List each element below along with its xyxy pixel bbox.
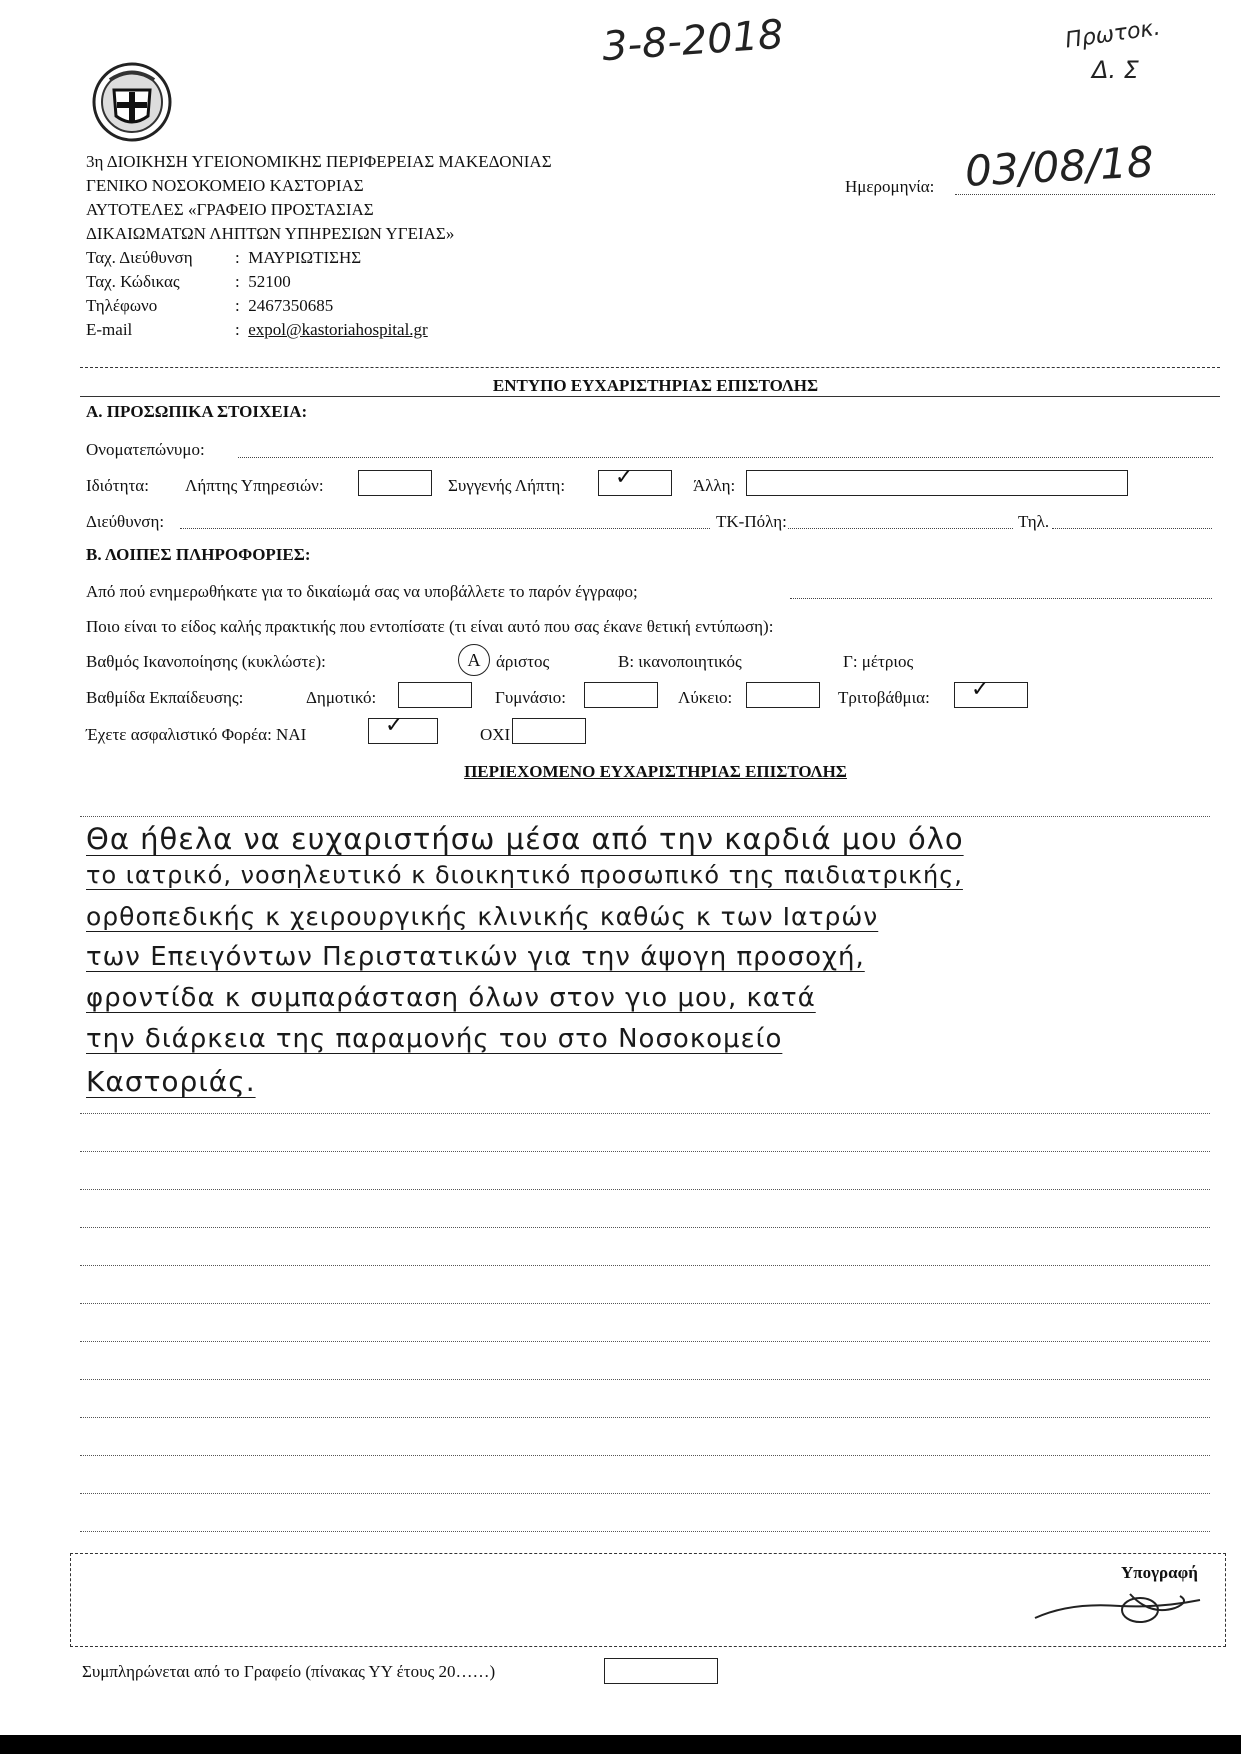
other-capacity-field[interactable]	[746, 470, 1128, 496]
question-informed: Από πού ενημερωθήκατε για το δικαίωμά σας να υποβάλλετε το παρόν έγγραφο;	[86, 582, 638, 601]
edu-tertiary-checkbox[interactable]	[954, 677, 1028, 708]
address-field[interactable]	[180, 528, 710, 529]
edu-gymnasium-checkbox[interactable]	[584, 682, 658, 708]
letter-line-6: την διάρκεια της παραμονής του στο Νοσοκομείο	[86, 1024, 783, 1054]
relative-checkbox[interactable]	[598, 465, 672, 496]
signature-label: Υπογραφή	[1121, 1563, 1198, 1582]
satisfaction-label: Βαθμός Ικανοποίησης (κυκλώστε):	[86, 652, 326, 671]
check-mark-icon: ✓	[615, 465, 634, 490]
email-link[interactable]: expol@kastoriahospital.gr	[248, 320, 428, 339]
ruled-line	[80, 1340, 1210, 1342]
ruled-line	[80, 1188, 1210, 1190]
address-label: Διεύθυνση:	[86, 512, 165, 531]
office-use-field[interactable]	[604, 1658, 718, 1684]
contact-zip-label: Ταχ. Κώδικας	[86, 272, 180, 291]
capacity-option-relative: Συγγενής Λήπτη:	[448, 476, 566, 495]
contact-email-label: E-mail	[86, 320, 133, 339]
insurance-no-checkbox[interactable]	[512, 718, 586, 744]
name-label: Ονοματεπώνυμο:	[86, 440, 205, 459]
ruled-line	[80, 1454, 1210, 1456]
contact-email-value: : expol@kastoriahospital.gr	[235, 320, 428, 339]
contact-address-value: : ΜΑΥΡΙΩΤΙΣΗΣ	[235, 248, 362, 267]
date-value: 03/08/18	[963, 137, 1155, 196]
question-practice: Ποιο είναι το είδος καλής πρακτικής που εντοπίσατε (τι είναι αυτό που σας έκανε θετική εντύπωση):	[86, 617, 774, 636]
satisfaction-a-label: άριστος	[496, 652, 550, 671]
date-label: Ημερομηνία:	[845, 177, 935, 196]
office-use-label: Συμπληρώνεται από το Γραφείο (πίνακας ΥΥ έτους 20……)	[82, 1662, 496, 1681]
ruled-line	[80, 1378, 1210, 1380]
edu-tertiary-label: Τριτοβάθμια:	[838, 688, 930, 707]
handwritten-note-1: Πρωτοκ.	[1063, 15, 1162, 54]
header-line-3: ΑΥΤΟΤΕΛΕΣ «ΓΡΑΦΕΙΟ ΠΡΟΣΤΑΣΙΑΣ	[86, 200, 374, 219]
letter-line-3: ορθοπεδικής κ χειρουργικής κλινικής καθώς κ των Ιατρών	[86, 902, 879, 931]
education-label: Βαθμίδα Εκπαίδευσης:	[86, 688, 244, 707]
satisfaction-b[interactable]: Β: ικανοποιητικός	[618, 652, 742, 671]
ruled-line	[80, 1112, 1210, 1114]
handwritten-signature-icon	[1030, 1588, 1210, 1628]
satisfaction-c[interactable]: Γ: μέτριος	[843, 652, 914, 671]
scan-bottom-edge	[0, 1735, 1241, 1754]
ruled-line	[80, 1416, 1210, 1418]
handwritten-note-2: Δ. Σ	[1092, 56, 1139, 84]
insurance-yes-checkbox[interactable]	[368, 713, 438, 744]
edu-gymnasium-label: Γυμνάσιο:	[495, 688, 566, 707]
phone-field[interactable]	[1052, 528, 1212, 529]
contact-phone-value: : 2467350685	[235, 296, 334, 315]
letter-line-1: Θα ήθελα να ευχαριστήσω μέσα από την καρδιά μου όλο	[86, 822, 964, 856]
contact-address-label: Ταχ. Διεύθυνση	[86, 248, 193, 267]
ruled-line	[80, 815, 1210, 817]
form-title: ΕΝΤΥΠΟ ΕΥΧΑΡΙΣΤΗΡΙΑΣ ΕΠΙΣΤΟΛΗΣ	[492, 376, 819, 395]
letter-line-7: Καστοριάς.	[86, 1065, 256, 1098]
ruled-line	[80, 1302, 1210, 1304]
edu-primary-label: Δημοτικό:	[306, 688, 377, 707]
capacity-option-other: Άλλη:	[693, 476, 736, 495]
tk-city-label: ΤΚ-Πόλη:	[716, 512, 787, 531]
title-underline	[80, 396, 1220, 397]
section-b-heading: Β. ΛΟΙΠΕΣ ΠΛΗΡΟΦΟΡΙΕΣ:	[86, 545, 311, 564]
ruled-line	[80, 1150, 1210, 1152]
ruled-line	[80, 1530, 1210, 1532]
insurance-label: Έχετε ασφαλιστικό Φορέα: ΝΑΙ	[86, 725, 307, 744]
header-line-2: ΓΕΝΙΚΟ ΝΟΣΟΚΟΜΕΙΟ ΚΑΣΤΟΡΙΑΣ	[86, 176, 364, 195]
informed-answer-field[interactable]	[790, 598, 1212, 599]
greek-emblem-icon	[90, 60, 174, 144]
letter-line-2: το ιατρικό, νοσηλευτικό κ διοικητικό προσωπικό της παιδιατρικής,	[86, 861, 963, 889]
header-separator	[80, 367, 1220, 368]
letter-line-5: φροντίδα κ συμπαράσταση όλων στον γιο μου, κατά	[86, 983, 816, 1013]
insurance-no-label: ΟΧΙ	[480, 725, 511, 744]
contact-zip-value: : 52100	[235, 272, 291, 291]
letter-line-4: των Επειγόντων Περιστατικών για την άψογη προσοχή,	[86, 942, 865, 972]
capacity-option-recipient: Λήπτης Υπηρεσιών:	[185, 476, 324, 495]
content-title: ΠΕΡΙΕΧΟΜΕΝΟ ΕΥΧΑΡΙΣΤΗΡΙΑΣ ΕΠΙΣΤΟΛΗΣ	[464, 762, 847, 781]
ruled-line	[80, 1492, 1210, 1494]
handwritten-date: 3-8-2018	[600, 11, 785, 71]
header-line-4: ΔΙΚΑΙΩΜΑΤΩΝ ΛΗΠΤΩΝ ΥΠΗΡΕΣΙΩΝ ΥΓΕΙΑΣ»	[86, 224, 455, 243]
edu-primary-checkbox[interactable]	[398, 682, 472, 708]
section-a-heading: Α. ΠΡΟΣΩΠΙΚΑ ΣΤΟΙΧΕΙΑ:	[86, 402, 308, 421]
capacity-label: Ιδιότητα:	[86, 476, 149, 495]
ruled-line	[80, 1264, 1210, 1266]
phone-field-label: Τηλ.	[1018, 512, 1050, 531]
contact-phone-label: Τηλέφωνο	[86, 296, 158, 315]
edu-lyceum-checkbox[interactable]	[746, 682, 820, 708]
ruled-line	[80, 1226, 1210, 1228]
recipient-checkbox[interactable]	[358, 470, 432, 496]
check-mark-icon: ✓	[971, 677, 990, 702]
check-mark-icon: ✓	[385, 713, 404, 738]
satisfaction-a-circle[interactable]: Α	[458, 644, 490, 676]
edu-lyceum-label: Λύκειο:	[678, 688, 733, 707]
header-line-1: 3η ΔΙΟΙΚΗΣΗ ΥΓΕΙΟΝΟΜΙΚΗΣ ΠΕΡΙΦΕΡΕΙΑΣ ΜΑΚΕΔΟΝΙΑΣ	[86, 152, 552, 171]
name-field[interactable]	[238, 457, 1213, 458]
tk-city-field[interactable]	[788, 528, 1013, 529]
